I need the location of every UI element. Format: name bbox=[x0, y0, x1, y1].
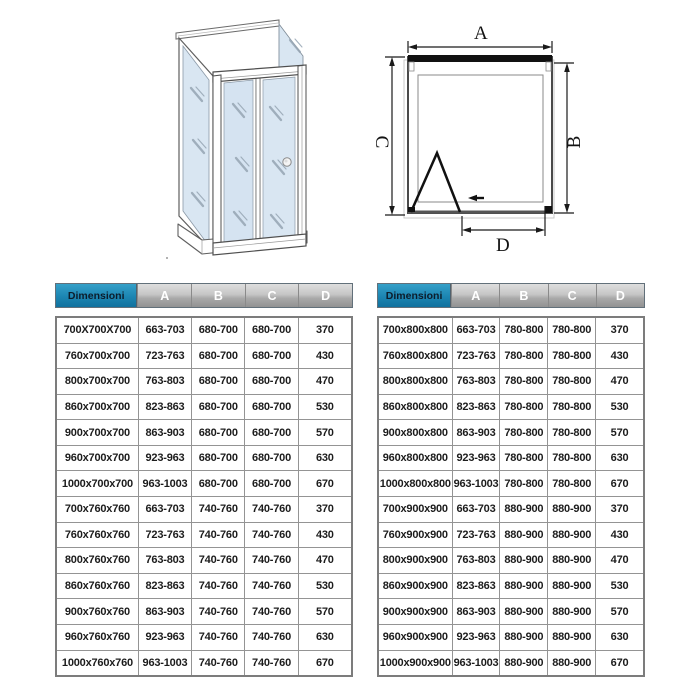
cell-value: 680-700 bbox=[191, 344, 244, 369]
cell-value: 723-763 bbox=[452, 523, 500, 548]
table-row bbox=[379, 318, 643, 343]
cell-value: 740-760 bbox=[191, 651, 244, 676]
cell-value: 863-903 bbox=[452, 420, 500, 445]
cell-dimension: 960x700x700 bbox=[64, 452, 130, 465]
cell-value: 670 bbox=[595, 651, 643, 676]
cell-value: 963-1003 bbox=[452, 651, 500, 676]
cell-value: 530 bbox=[298, 574, 351, 599]
cell-value: 780-800 bbox=[499, 344, 547, 369]
cell-value: 863-903 bbox=[138, 420, 191, 445]
cell-value: 663-703 bbox=[138, 318, 191, 343]
header-col-d: D bbox=[298, 284, 352, 307]
header-col-b: B bbox=[499, 284, 547, 307]
table-row bbox=[379, 445, 643, 471]
table-row bbox=[379, 368, 643, 394]
cell-value: 880-900 bbox=[547, 574, 595, 599]
cell-dimension: 700x760x760 bbox=[64, 503, 130, 516]
cell-value: 680-700 bbox=[191, 369, 244, 394]
table-row bbox=[57, 470, 351, 496]
cell-dimension: 700X700X700 bbox=[63, 324, 132, 337]
cell-dimension: 700x900x900 bbox=[382, 503, 448, 516]
cell-value: 470 bbox=[298, 548, 351, 573]
cell-value: 670 bbox=[595, 471, 643, 496]
cell-value: 680-700 bbox=[191, 446, 244, 471]
cell-value: 530 bbox=[298, 395, 351, 420]
cell-value: 680-700 bbox=[244, 471, 297, 496]
cell-value: 880-900 bbox=[499, 574, 547, 599]
cell-value: 880-900 bbox=[547, 523, 595, 548]
cell-dimension: 960x760x760 bbox=[64, 631, 130, 644]
cell-value: 780-800 bbox=[499, 471, 547, 496]
cell-value: 680-700 bbox=[191, 318, 244, 343]
size-table-700-760 bbox=[55, 283, 353, 677]
cell-value: 740-760 bbox=[244, 625, 297, 650]
left-side-glass-panel bbox=[183, 46, 209, 246]
cell-value: 680-700 bbox=[244, 420, 297, 445]
cell-value: 740-760 bbox=[191, 599, 244, 624]
cell-value: 670 bbox=[298, 651, 351, 676]
cell-value: 863-903 bbox=[138, 599, 191, 624]
cell-value: 740-760 bbox=[244, 548, 297, 573]
table-header bbox=[55, 283, 353, 308]
cell-value: 880-900 bbox=[547, 651, 595, 676]
cell-dimension: 1000x800x800 bbox=[379, 477, 451, 490]
cell-value: 630 bbox=[595, 625, 643, 650]
cell-value: 880-900 bbox=[499, 523, 547, 548]
cell-dimension: 760x760x760 bbox=[64, 528, 130, 541]
size-table-800-900 bbox=[377, 283, 645, 677]
table-row bbox=[57, 318, 351, 343]
cell-dimension: 1000x900x900 bbox=[379, 656, 451, 669]
cell-value: 570 bbox=[298, 420, 351, 445]
cell-dimension: 800x800x800 bbox=[382, 375, 448, 388]
table-row bbox=[379, 650, 643, 676]
cell-value: 470 bbox=[595, 369, 643, 394]
cell-value: 780-800 bbox=[547, 344, 595, 369]
cell-value: 680-700 bbox=[244, 344, 297, 369]
table-row bbox=[379, 598, 643, 624]
cell-dimension: 800x760x760 bbox=[64, 554, 130, 567]
cell-value: 780-800 bbox=[499, 395, 547, 420]
cell-value: 763-803 bbox=[452, 548, 500, 573]
cell-value: 370 bbox=[595, 497, 643, 522]
table-row bbox=[379, 343, 643, 369]
cell-value: 680-700 bbox=[191, 420, 244, 445]
cell-value: 740-760 bbox=[244, 497, 297, 522]
cell-dimension: 860x700x700 bbox=[64, 401, 130, 414]
cell-value: 740-760 bbox=[191, 548, 244, 573]
table-row bbox=[379, 573, 643, 599]
cell-value: 823-863 bbox=[138, 574, 191, 599]
cell-value: 823-863 bbox=[452, 574, 500, 599]
header-col-c: C bbox=[245, 284, 299, 307]
cell-value: 880-900 bbox=[499, 651, 547, 676]
table-row bbox=[57, 368, 351, 394]
cell-value: 880-900 bbox=[547, 548, 595, 573]
cell-value: 723-763 bbox=[452, 344, 500, 369]
cell-value: 680-700 bbox=[244, 369, 297, 394]
cell-value: 370 bbox=[595, 318, 643, 343]
cell-value: 923-963 bbox=[452, 625, 500, 650]
header-col-d: D bbox=[596, 284, 644, 307]
table-row bbox=[57, 598, 351, 624]
table-row bbox=[57, 419, 351, 445]
cell-value: 430 bbox=[298, 344, 351, 369]
table-row bbox=[57, 343, 351, 369]
cell-dimension: 900x760x760 bbox=[64, 605, 130, 618]
cell-value: 670 bbox=[298, 471, 351, 496]
cell-value: 740-760 bbox=[191, 523, 244, 548]
cell-value: 880-900 bbox=[547, 625, 595, 650]
cell-value: 880-900 bbox=[547, 497, 595, 522]
cell-dimension: 860x760x760 bbox=[64, 580, 130, 593]
cell-value: 430 bbox=[595, 523, 643, 548]
cell-value: 740-760 bbox=[191, 497, 244, 522]
cell-dimension: 900x800x800 bbox=[382, 426, 448, 439]
cell-dimension: 760x900x900 bbox=[382, 528, 448, 541]
cell-value: 780-800 bbox=[547, 369, 595, 394]
cell-value: 680-700 bbox=[244, 446, 297, 471]
cell-value: 780-800 bbox=[499, 369, 547, 394]
cell-value: 963-1003 bbox=[452, 471, 500, 496]
cell-value: 470 bbox=[595, 548, 643, 573]
cell-value: 680-700 bbox=[244, 395, 297, 420]
shower-enclosure-illustration bbox=[150, 0, 350, 270]
cell-value: 680-700 bbox=[191, 395, 244, 420]
cell-value: 680-700 bbox=[244, 318, 297, 343]
cell-value: 963-1003 bbox=[138, 471, 191, 496]
front-left-post bbox=[213, 75, 221, 253]
cell-value: 663-703 bbox=[138, 497, 191, 522]
cell-value: 780-800 bbox=[499, 318, 547, 343]
cell-dimension: 1000x760x760 bbox=[61, 656, 133, 669]
header-col-a: A bbox=[451, 284, 499, 307]
dimension-d-label: D bbox=[496, 235, 510, 256]
dimension-c-label: C bbox=[371, 135, 392, 149]
table-row bbox=[57, 573, 351, 599]
cell-value: 963-1003 bbox=[138, 651, 191, 676]
cell-value: 780-800 bbox=[547, 420, 595, 445]
dimension-b-label: B bbox=[564, 135, 585, 149]
cell-dimension: 800x700x700 bbox=[64, 375, 130, 388]
table-row bbox=[379, 496, 643, 522]
table-row bbox=[57, 650, 351, 676]
cell-value: 763-803 bbox=[138, 369, 191, 394]
cell-value: 780-800 bbox=[499, 420, 547, 445]
cell-value: 723-763 bbox=[138, 344, 191, 369]
cell-value: 740-760 bbox=[244, 574, 297, 599]
cell-dimension: 960x900x900 bbox=[382, 631, 448, 644]
cell-value: 780-800 bbox=[547, 318, 595, 343]
cell-value: 923-963 bbox=[138, 625, 191, 650]
cell-value: 880-900 bbox=[499, 599, 547, 624]
cell-value: 923-963 bbox=[138, 446, 191, 471]
cell-value: 570 bbox=[595, 599, 643, 624]
cell-value: 880-900 bbox=[499, 625, 547, 650]
table-row bbox=[379, 624, 643, 650]
cell-value: 880-900 bbox=[547, 599, 595, 624]
cell-value: 780-800 bbox=[547, 471, 595, 496]
cell-value: 763-803 bbox=[452, 369, 500, 394]
cell-dimension: 860x800x800 bbox=[382, 401, 448, 414]
table-row bbox=[379, 419, 643, 445]
cell-value: 880-900 bbox=[499, 497, 547, 522]
cell-value: 530 bbox=[595, 395, 643, 420]
table-body bbox=[55, 316, 353, 677]
cell-value: 780-800 bbox=[499, 446, 547, 471]
cell-value: 570 bbox=[298, 599, 351, 624]
top-wall-bar bbox=[408, 55, 552, 62]
cell-dimension: 960x800x800 bbox=[382, 452, 448, 465]
table-row bbox=[57, 445, 351, 471]
dust-speck bbox=[166, 257, 168, 259]
table-row bbox=[379, 547, 643, 573]
table-row bbox=[57, 496, 351, 522]
table-body bbox=[377, 316, 645, 677]
cell-value: 663-703 bbox=[452, 497, 500, 522]
cell-dimension: 900x900x900 bbox=[382, 605, 448, 618]
table-row bbox=[57, 547, 351, 573]
cell-dimension: 700x800x800 bbox=[382, 324, 448, 337]
cell-value: 630 bbox=[298, 446, 351, 471]
dimension-diagram-figure bbox=[368, 8, 618, 270]
cell-value: 780-800 bbox=[547, 395, 595, 420]
cell-value: 740-760 bbox=[244, 651, 297, 676]
cell-value: 823-863 bbox=[138, 395, 191, 420]
cell-value: 680-700 bbox=[191, 471, 244, 496]
cell-dimension: 1000x700x700 bbox=[61, 477, 133, 490]
header-dimensioni: Dimensioni bbox=[56, 284, 137, 307]
bifold-door-left-glass bbox=[224, 80, 253, 248]
table-row bbox=[57, 394, 351, 420]
cell-value: 923-963 bbox=[452, 446, 500, 471]
cell-value: 430 bbox=[298, 523, 351, 548]
cell-value: 663-703 bbox=[452, 318, 500, 343]
door-fold-divider bbox=[256, 76, 260, 249]
enclosure-outline bbox=[408, 57, 552, 213]
cell-value: 740-760 bbox=[244, 599, 297, 624]
cell-value: 740-760 bbox=[244, 523, 297, 548]
header-dimensioni: Dimensioni bbox=[378, 284, 451, 307]
cell-value: 863-903 bbox=[452, 599, 500, 624]
cell-value: 570 bbox=[595, 420, 643, 445]
cell-dimension: 900x700x700 bbox=[64, 426, 130, 439]
cell-value: 370 bbox=[298, 497, 351, 522]
table-row bbox=[379, 522, 643, 548]
cell-dimension: 800x900x900 bbox=[382, 554, 448, 567]
table-row bbox=[57, 624, 351, 650]
cell-value: 630 bbox=[595, 446, 643, 471]
cell-value: 740-760 bbox=[191, 574, 244, 599]
cell-value: 470 bbox=[298, 369, 351, 394]
header-col-a: A bbox=[137, 284, 191, 307]
cell-value: 530 bbox=[595, 574, 643, 599]
header-col-b: B bbox=[191, 284, 245, 307]
cell-value: 880-900 bbox=[499, 548, 547, 573]
cell-dimension: 860x900x900 bbox=[382, 580, 448, 593]
cell-value: 370 bbox=[298, 318, 351, 343]
cell-value: 630 bbox=[298, 625, 351, 650]
shower-enclosure-3d-figure bbox=[150, 0, 350, 270]
table-header bbox=[377, 283, 645, 308]
cell-value: 723-763 bbox=[138, 523, 191, 548]
cell-value: 740-760 bbox=[191, 625, 244, 650]
table-row bbox=[379, 394, 643, 420]
cell-value: 763-803 bbox=[138, 548, 191, 573]
cell-dimension: 760x800x800 bbox=[382, 349, 448, 362]
top-view-dimension-diagram bbox=[368, 8, 618, 270]
cell-value: 823-863 bbox=[452, 395, 500, 420]
cell-value: 780-800 bbox=[547, 446, 595, 471]
dimension-a-label: A bbox=[474, 23, 488, 44]
cell-value: 430 bbox=[595, 344, 643, 369]
table-row bbox=[57, 522, 351, 548]
header-col-c: C bbox=[548, 284, 596, 307]
cell-dimension: 760x700x700 bbox=[64, 349, 130, 362]
table-row bbox=[379, 470, 643, 496]
